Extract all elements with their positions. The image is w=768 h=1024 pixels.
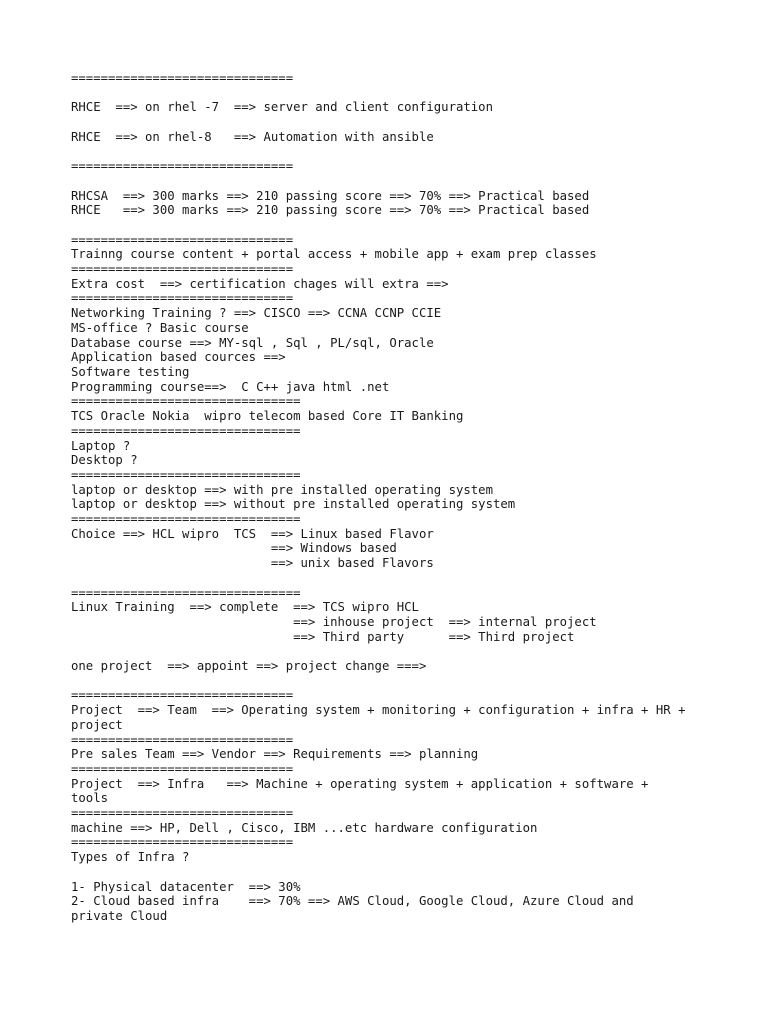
text-line-with-os: laptop or desktop ==> with pre installed operating system xyxy=(71,482,493,497)
text-line-application: Application based cources ==> xyxy=(71,350,286,365)
text-line-one-project: one project ==> appoint ==> project change ===> xyxy=(71,659,427,674)
text-line-cloud-infra-cont: private Cloud xyxy=(71,908,168,923)
separator-line: =============================== xyxy=(71,423,301,438)
separator-line: =============================== xyxy=(71,585,301,600)
blank-line xyxy=(71,865,731,880)
text-line-pre-sales: Pre sales Team ==> Vendor ==> Requirements ==> planning xyxy=(71,747,479,762)
text-line-project-team: Project ==> Team ==> Operating system + monitoring + configuration + infra + HR + xyxy=(71,703,686,718)
text-line-rhce-rhel7: RHCE ==> on rhel -7 ==> server and client configuration xyxy=(71,100,493,115)
separator-line: ============================== xyxy=(71,761,294,776)
separator-line: =============================== xyxy=(71,512,301,527)
blank-line xyxy=(71,644,731,659)
text-line-machine: machine ==> HP, Dell , Cisco, IBM ...etc hardware configuration xyxy=(71,820,538,835)
separator-line: ============================== xyxy=(71,835,294,850)
separator-line: ============================== xyxy=(71,806,294,821)
text-line-extra-cost: Extra cost ==> certification chages will extra ==> xyxy=(71,276,449,291)
blank-line xyxy=(71,674,731,689)
separator-line: ============================== xyxy=(71,732,294,747)
blank-line xyxy=(71,218,731,233)
document-text xyxy=(71,71,731,924)
text-line-physical-datacenter: 1- Physical datacenter ==> 30% xyxy=(71,879,301,894)
text-line-software-testing: Software testing xyxy=(71,364,190,379)
text-line-choice: Choice ==> HCL wipro TCS ==> Linux based Flavor xyxy=(71,526,434,541)
blank-line xyxy=(71,86,731,101)
text-line-rhce-marks: RHCE ==> 300 marks ==> 210 passing score ==> 70% ==> Practical based xyxy=(71,203,590,218)
separator-line: =============================== xyxy=(71,467,301,482)
separator-line: ============================== xyxy=(71,262,294,277)
text-line-types-of-infra: Types of Infra ? xyxy=(71,850,190,865)
text-line-inhouse-project: ==> inhouse project ==> internal project xyxy=(71,614,597,629)
text-line-cloud-infra: 2- Cloud based infra ==> 70% ==> AWS Cloud, Google Cloud, Azure Cloud and xyxy=(71,894,634,909)
blank-line xyxy=(71,144,731,159)
text-line-database: Database course ==> MY-sql , Sql , PL/sql, Oracle xyxy=(71,335,434,350)
text-line-linux-training: Linux Training ==> complete ==> TCS wipro HCL xyxy=(71,600,419,615)
text-line-without-os: laptop or desktop ==> without pre installed operating system xyxy=(71,497,516,512)
text-line-third-party: ==> Third party ==> Third project xyxy=(71,629,575,644)
text-line-programming: Programming course==> C C++ java html .net xyxy=(71,379,390,394)
text-line-training-content: Trainng course content + portal access + mobile app + exam prep classes xyxy=(71,247,597,262)
text-line-choice-unix: ==> unix based Flavors xyxy=(71,556,434,571)
text-line-rhce-rhel8: RHCE ==> on rhel-8 ==> Automation with ansible xyxy=(71,129,434,144)
blank-line xyxy=(71,571,731,586)
separator-line: =============================== xyxy=(71,394,301,409)
text-line-choice-windows: ==> Windows based xyxy=(71,541,397,556)
separator-line: ============================== xyxy=(71,232,294,247)
text-line-project-infra: Project ==> Infra ==> Machine + operating system + application + software + xyxy=(71,776,649,791)
separator-line: ============================== xyxy=(71,688,294,703)
text-line-companies: TCS Oracle Nokia wipro telecom based Core IT Banking xyxy=(71,409,464,424)
blank-line xyxy=(71,115,731,130)
text-line-ms-office: MS-office ? Basic course xyxy=(71,320,249,335)
blank-line xyxy=(71,174,731,189)
text-line-desktop: Desktop ? xyxy=(71,453,138,468)
separator-line: ============================== xyxy=(71,291,294,306)
separator-line: ============================== xyxy=(71,71,294,85)
text-line-laptop: Laptop ? xyxy=(71,438,131,453)
text-line-project-infra-cont: tools xyxy=(71,791,109,806)
separator-line: ============================== xyxy=(71,159,294,174)
text-line-rhcsa-marks: RHCSA ==> 300 marks ==> 210 passing score ==> 70% ==> Practical based xyxy=(71,188,590,203)
text-line-project-team-cont: project xyxy=(71,717,123,732)
text-line-networking: Networking Training ? ==> CISCO ==> CCNA CCNP CCIE xyxy=(71,306,442,321)
